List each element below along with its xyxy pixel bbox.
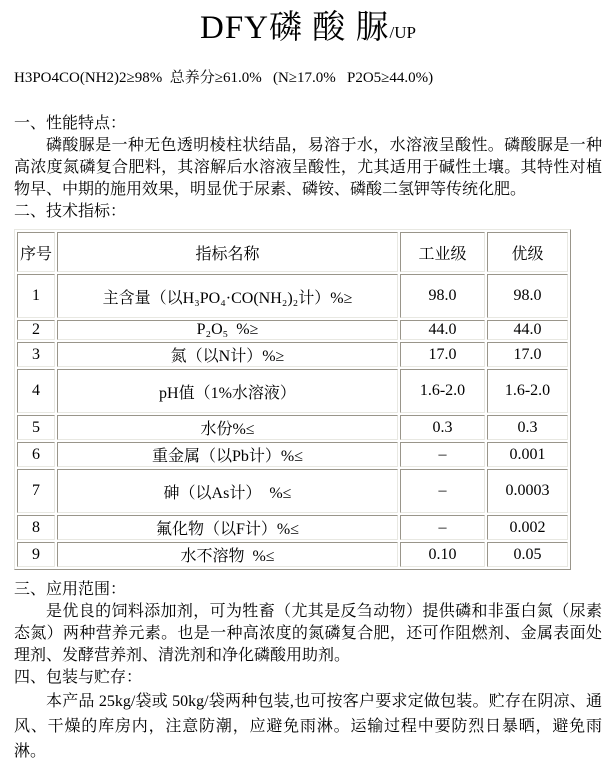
section-body-performance: 磷酸脲是一种无色透明棱柱状结晶，易溶于水，水溶液呈酸性。磷酸脲是一种高浓度氮磷复合肥料，其溶解后水溶液呈酸性，尤其适用于碱性土壤。其特性对植物早、中期的施用效果，明显优于尿素、磷铵、磷酸二氢钾等传统化肥。: [14, 137, 602, 198]
section-body-packaging: 本产品 25kg/袋或 50kg/袋两种包装,也可按客户要求定做包装。贮存在阴凉、通风、干燥的库房内，注意防潮，应避免雨淋。运输过程中要防烈日暴晒，避免雨淋。: [14, 693, 602, 760]
cell-industrial: –: [400, 469, 485, 513]
col-header-industrial-grade: 工业级: [400, 232, 485, 272]
page-title-text: DFY磷 酸 脲: [200, 10, 390, 46]
cell-industrial: 0.3: [400, 415, 485, 440]
table-row: [17, 542, 568, 567]
col-header-indicator-name: 指标名称: [57, 232, 398, 272]
cell-index: 7: [17, 469, 55, 513]
cell-indicator: 水份%≤: [57, 415, 398, 440]
table-row: [17, 515, 568, 540]
table-row: [17, 442, 568, 467]
cell-industrial: 1.6-2.0: [400, 369, 485, 413]
table-row: [17, 469, 568, 513]
section-heading-application: 三、应用范围：: [14, 581, 127, 598]
cell-indicator: 砷（以As计） %≤: [57, 469, 398, 513]
col-header-index: 序号: [17, 232, 55, 272]
cell-industrial: –: [400, 515, 485, 540]
table-row: [17, 320, 568, 340]
cell-indicator: 氟化物（以F计）%≤: [57, 515, 398, 540]
section-heading-performance: 一、性能特点：: [14, 115, 127, 132]
cell-premium: 0.3: [487, 415, 568, 440]
cell-index: 8: [17, 515, 55, 540]
chemical-formula-line: H3PO4CO(NH2)2≥98% 总养分≥61.0% (N≥17.0% P2O5≥44.0%): [14, 70, 434, 86]
table-row: [17, 342, 568, 367]
cell-indicator: P₂O₅ %≥: [57, 320, 398, 340]
cell-index: 9: [17, 542, 55, 567]
col-header-premium-grade: 优级: [487, 232, 568, 272]
spec-table: [14, 229, 571, 570]
cell-indicator: 氮（以N计）%≥: [57, 342, 398, 367]
table-row: [17, 369, 568, 413]
table-row: [17, 274, 568, 318]
section-heading-packaging: 四、包装与贮存：: [14, 669, 143, 686]
table-row: [17, 415, 568, 440]
cell-premium: 1.6-2.0: [487, 369, 568, 413]
cell-industrial: –: [400, 442, 485, 467]
cell-index: 1: [17, 274, 55, 318]
cell-indicator: pH值（1%水溶液）: [57, 369, 398, 413]
cell-index: 6: [17, 442, 55, 467]
page-title: [14, 8, 602, 53]
cell-premium: 98.0: [487, 274, 568, 318]
cell-index: 4: [17, 369, 55, 413]
cell-premium: 0.001: [487, 442, 568, 467]
cell-premium: 0.002: [487, 515, 568, 540]
section-body-application: 是优良的饲料添加剂，可为牲畜（尤其是反刍动物）提供磷和非蛋白氮（尿素态氮）两种营养元素。也是一种高浓度的氮磷复合肥，还可作阻燃剂、金属表面处理剂、发酵营养剂、清洗剂和净化磷酸用助剂。: [14, 603, 602, 664]
cell-index: 3: [17, 342, 55, 367]
cell-premium: 0.05: [487, 542, 568, 567]
cell-industrial: 44.0: [400, 320, 485, 340]
cell-premium: 17.0: [487, 342, 568, 367]
cell-industrial: 98.0: [400, 274, 485, 318]
cell-premium: 44.0: [487, 320, 568, 340]
cell-industrial: 0.10: [400, 542, 485, 567]
cell-indicator: 水不溶物 %≤: [57, 542, 398, 567]
cell-industrial: 17.0: [400, 342, 485, 367]
section-heading-specs: 二、技术指标：: [14, 203, 127, 220]
spec-table-header-row: [17, 232, 568, 272]
cell-index: 5: [17, 415, 55, 440]
cell-indicator: 重金属（以Pb计）%≤: [57, 442, 398, 467]
cell-index: 2: [17, 320, 55, 340]
cell-premium: 0.0003: [487, 469, 568, 513]
page-title-suffix: /UP: [389, 23, 416, 42]
cell-indicator: 主含量（以H₃PO₄·CO(NH₂)₂计）%≥: [57, 274, 398, 318]
